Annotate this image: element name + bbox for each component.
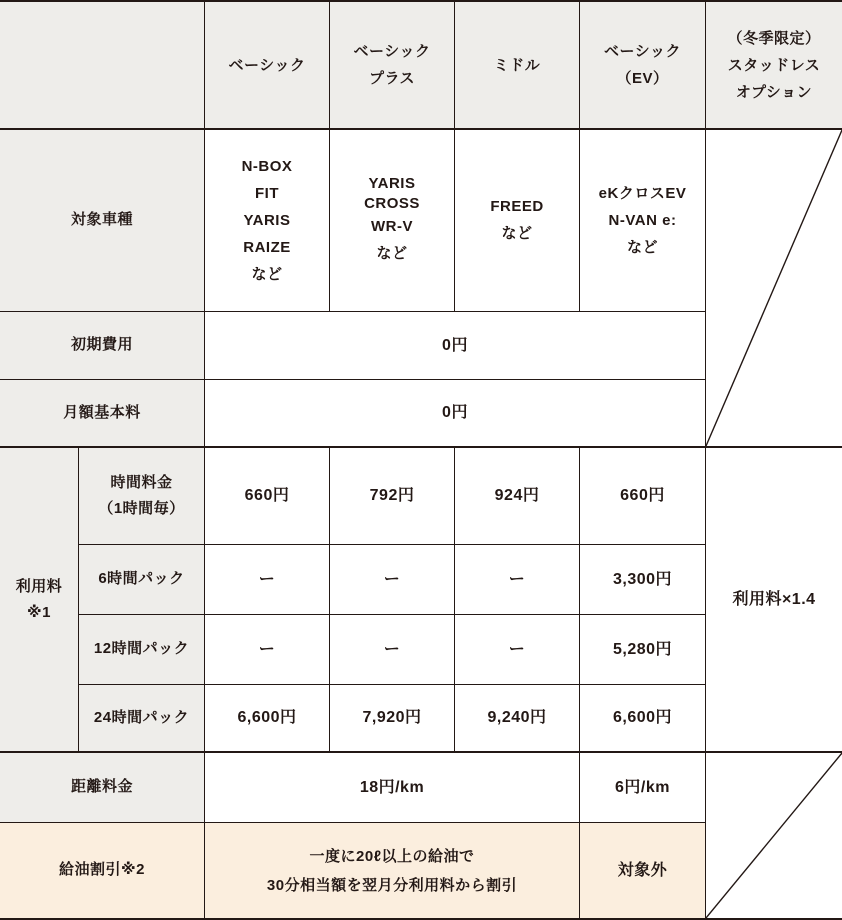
vehicles-basic-cell: N-BOX FIT YARIS RAIZE など [205,130,330,312]
pack12-middle: ー [455,615,580,685]
not-applicable-cell-bottom [706,753,842,918]
corner-blank-cell [0,2,205,130]
not-applicable-cell-top [706,130,842,448]
pack24-ev: 6,600円 [580,685,706,753]
plan-header-middle: ミドル [455,2,580,130]
fuel-discount-ev-value: 対象外 [580,823,706,918]
row-label-initial-cost: 初期費用 [0,312,205,380]
studless-multiplier-cell: 利用料×1.4 [706,448,842,753]
hourly-rate-middle: 924円 [455,448,580,545]
pack24-basic: 6,600円 [205,685,330,753]
plan-header-studless-option: （冬季限定） スタッドレス オプション [706,2,842,130]
pack12-basic-plus: ー [330,615,455,685]
not-applicable-diagonal-icon [706,130,842,446]
vehicles-ev-cell: eKクロスEV N-VAN e: など [580,130,706,312]
row-label-usage-fee: 利用料 ※1 [0,448,79,753]
pack24-basic-plus: 7,920円 [330,685,455,753]
row-label-12h-pack: 12時間パック [79,615,205,685]
not-applicable-diagonal-icon [706,753,842,918]
hourly-rate-basic-plus: 792円 [330,448,455,545]
plan-header-basic-plus: ベーシック プラス [330,2,455,130]
initial-cost-value: 0円 [205,312,706,380]
row-label-hourly-rate: 時間料金 （1時間毎） [79,448,205,545]
distance-fee-value: 18円/km [205,753,580,823]
hourly-rate-basic: 660円 [205,448,330,545]
distance-fee-ev-value: 6円/km [580,753,706,823]
row-label-monthly-fee: 月額基本料 [0,380,205,448]
vehicles-middle-cell: FREED など [455,130,580,312]
pack6-basic-plus: ー [330,545,455,615]
pack6-basic: ー [205,545,330,615]
row-label-6h-pack: 6時間パック [79,545,205,615]
hourly-rate-ev: 660円 [580,448,706,545]
pack24-middle: 9,240円 [455,685,580,753]
fuel-discount-description: 一度に20ℓ以上の給油で 30分相当額を翌月分利用料から割引 [205,823,580,918]
pack6-ev: 3,300円 [580,545,706,615]
pack12-basic: ー [205,615,330,685]
pack6-middle: ー [455,545,580,615]
plan-header-basic-ev: ベーシック （EV） [580,2,706,130]
row-label-vehicles: 対象車種 [0,130,205,312]
row-label-distance-fee: 距離料金 [0,753,205,823]
monthly-fee-value: 0円 [205,380,706,448]
vehicles-basic-plus-cell: YARIS CROSS WR-V など [330,130,455,312]
plan-header-basic: ベーシック [205,2,330,130]
row-label-fuel-discount: 給油割引※2 [0,823,205,918]
pack12-ev: 5,280円 [580,615,706,685]
row-label-24h-pack: 24時間パック [79,685,205,753]
